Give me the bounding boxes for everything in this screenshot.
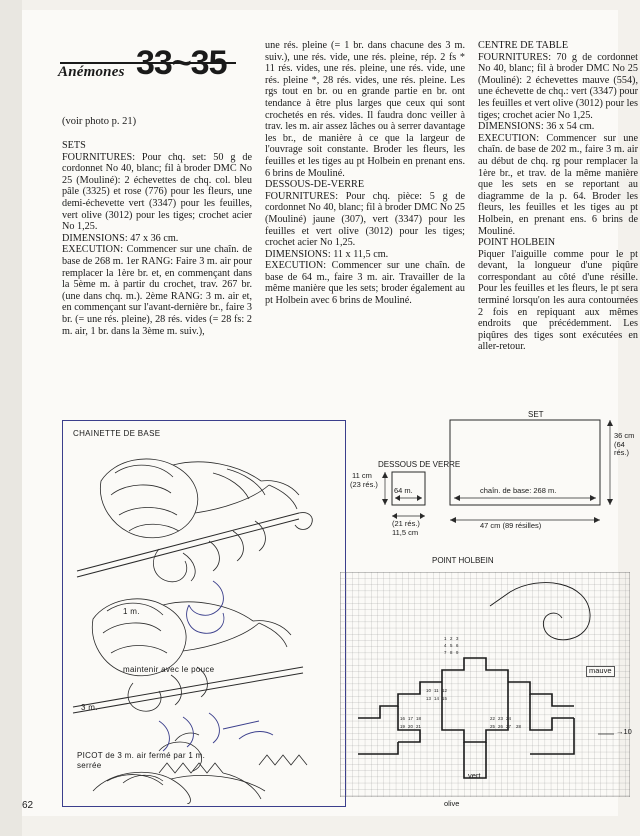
svg-text:9: 9 <box>456 650 459 655</box>
schematic-dv-height-res: (23 rés.) <box>350 480 378 489</box>
title-italic: Anémones <box>58 64 125 80</box>
svg-text:24: 24 <box>506 716 511 721</box>
schematic-set <box>352 410 638 560</box>
svg-text:2: 2 <box>450 636 453 641</box>
figure-caption-3m: 3 m. <box>81 703 98 712</box>
svg-text:25: 25 <box>490 724 495 729</box>
dv-execution: EXECUTION: Commencer sur une chaîn. de base de 64 m., faire 3 m. air. Travailler de la même manière que les sets; broder également au pt Holbein avec 6 brins de Mouliné. <box>265 260 465 307</box>
heading-sets: SETS <box>62 140 86 151</box>
chart-legend-vert: vert <box>468 771 481 780</box>
svg-text:12: 12 <box>442 688 447 693</box>
svg-text:22: 22 <box>490 716 495 721</box>
schematic-dv-width-res: (21 rés.) <box>392 519 420 528</box>
cdt-fournitures: FOURNITURES: 70 g de cordonnet No 40, blanc; fil à broder DMC No 25 (Mouliné): 2 échevettes mauve (554), une échevette de chq.: vert (3347) pour les feuilles et vert olive (3012) pour les tiges; crochet acier No 1,25. <box>478 51 638 121</box>
schematic-dv-height-cm: 11 cm <box>352 471 372 480</box>
schematic-set-width: 47 cm (89 résilles) <box>480 521 542 530</box>
page-number: 62 <box>22 800 34 811</box>
holbein-description: Piquer l'aiguille comme pour le pt devant, la longueur d'une piqûre correspondant au côté d'une résille. Pour les feuilles et les fleurs, le pt sera terminé lorsqu'on les aura contournées 2 fois en repiquant aux mêmes endroits que précédemment. Les piqûres des tiges sont exécutées en aller-retour. <box>478 248 638 353</box>
heading-point-holbein: POINT HOLBEIN <box>478 237 556 249</box>
chart-grid <box>340 572 632 808</box>
chart-point-holbein <box>340 558 638 808</box>
svg-text:7: 7 <box>444 650 447 655</box>
schematic-dv-label <box>378 460 460 469</box>
figure-chainette-de-base <box>62 420 346 807</box>
photo-reference: (voir photo p. 21) <box>62 116 137 127</box>
svg-text:10: 10 <box>426 688 431 693</box>
figure-caption-picot: PICOT de 3 m. air fermé par 1 m. serrée <box>77 751 206 770</box>
svg-text:14: 14 <box>434 696 439 701</box>
figure-caption-1m: 1 m. <box>123 607 140 616</box>
dv-dimensions: DIMENSIONS: 11 x 11,5 cm. <box>265 248 389 260</box>
heading-dessous-de-verre: DESSOUS-DE-VERRE <box>265 179 365 191</box>
svg-text:8: 8 <box>450 650 453 655</box>
text-column-2 <box>265 40 465 307</box>
schematic-dv-width-cm: 11,5 cm <box>392 528 419 537</box>
svg-text:20: 20 <box>408 724 413 729</box>
svg-text:13: 13 <box>426 696 431 701</box>
chart-legend-olive: olive <box>444 799 460 808</box>
schematic-set-chain: chaîn. de base: 268 m. <box>480 486 557 495</box>
page-gutter <box>0 0 22 836</box>
sets-execution-cont: une rés. pleine (= 1 br. dans chacune des 3 m. suiv.), une rés. vide, une rés. pleine, rép. 2 fs * 11 rés. vides, une rés. pleine, une rés. vide, une rés. pleine *, 28 rés. vides, une rés. pleine. Les rgs tout en br. ou en grande partie en br. ont tendance à être plus larges que ceux qui sont crochetés en rés. vides. Il faudra donc veiller à trav. les m. air assez lâches ou à serrer davantage les br., de manière à ce que la largeur de l'ouvrage soit constante. Broder les fleurs, les feuilles et les tiges au pt Holbein en prenant ens. 6 brins de Mouliné. <box>265 40 465 179</box>
text-column-1 <box>62 140 252 337</box>
svg-text:15: 15 <box>442 696 447 701</box>
chart-title: POINT HOLBEIN <box>432 556 494 565</box>
chart-grid-svg <box>340 572 630 797</box>
cdt-execution: EXECUTION: Commencer sur une chaîn. de base de 202 m., faire 3 m. air au début de chq. rg pour remplacer la 1ère br., et trav. de la même manière que les sets en se reportant au diagramme de la p. 64. Broder les fleurs, les feuilles et les tiges au pt Holbein, en prenant ens. 6 brins de Mouliné. <box>478 132 638 237</box>
schematic-drawing <box>352 410 638 560</box>
svg-text:6: 6 <box>456 643 459 648</box>
page-sheet <box>22 10 638 816</box>
chart-row-marker: →10 <box>616 727 632 736</box>
cdt-dimensions: DIMENSIONS: 36 x 54 cm. <box>478 121 595 133</box>
schematic-set-height: 36 cm (64 rés.) <box>614 431 635 457</box>
text-column-3 <box>478 40 638 353</box>
svg-text:19: 19 <box>400 724 405 729</box>
chart-legend-mauve: mauve <box>586 666 615 677</box>
schematic-dv-chain: 64 m. <box>394 486 413 495</box>
svg-text:3: 3 <box>456 636 459 641</box>
svg-text:18: 18 <box>416 716 421 721</box>
svg-text:21: 21 <box>416 724 421 729</box>
svg-text:4: 4 <box>444 643 447 648</box>
sets-dimensions: DIMENSIONS: 47 x 36 cm. <box>62 232 179 244</box>
figure-caption-chainette: CHAINETTE DE BASE <box>73 429 161 438</box>
figure-caption-pouce: maintenir avec le pouce <box>123 665 215 674</box>
svg-text:27: 27 <box>506 724 511 729</box>
crochet-illustration <box>63 421 343 804</box>
svg-text:28: 28 <box>516 724 521 729</box>
dv-fournitures: FOURNITURES: Pour chq. pièce: 5 g de cordonnet No 40, blanc; fil à broder DMC No 25 (Mouliné) jaune (307), vert (3347) pour les feuilles et vert olive (3012) pour les tiges; crochet acier No 1,25. <box>265 190 465 249</box>
svg-text:26: 26 <box>498 724 503 729</box>
svg-text:1: 1 <box>444 636 447 641</box>
schematic-dv-text: DESSOUS DE VERRE <box>378 460 461 469</box>
sets-fournitures: FOURNITURES: Pour chq. set: 50 g de cordonnet No 40, blanc; fil à broder DMC No 25 (Mouliné): 2 échevettes de chq. col. bleu pâle (3325) et rose (776) pour les fleurs, une demi-échevette vert (3347) pour les feuilles, vert olive (3012) pour les tiges; crochet acier No 1,25. <box>62 151 252 233</box>
page-title <box>52 38 242 98</box>
svg-text:16: 16 <box>400 716 405 721</box>
svg-text:11: 11 <box>434 688 439 693</box>
svg-text:5: 5 <box>450 643 453 648</box>
sets-execution: EXECUTION: Commencer sur une chaîn. de base de 268 m. 1er RANG: Faire 3 m. air pour remplacer la 1ère br. et, en commençant dans la 5ème m. à partir du crochet, trav. 267 br. (une dans chq. m.). 2ème RANG: 3 m. air et, en commençant sur l'avant-dernière br., faire 3 br. (= une rés. pleine), 28 rés. vides (= 28 fs: 2 m. air, 1 br. dans la 3ème m. suiv.), <box>62 244 252 337</box>
svg-text:23: 23 <box>498 716 503 721</box>
schematic-set-label: SET <box>528 410 544 419</box>
heading-centre-de-table: CENTRE DE TABLE <box>478 40 569 51</box>
title-number: 33~35 <box>136 44 227 82</box>
svg-text:17: 17 <box>408 716 413 721</box>
